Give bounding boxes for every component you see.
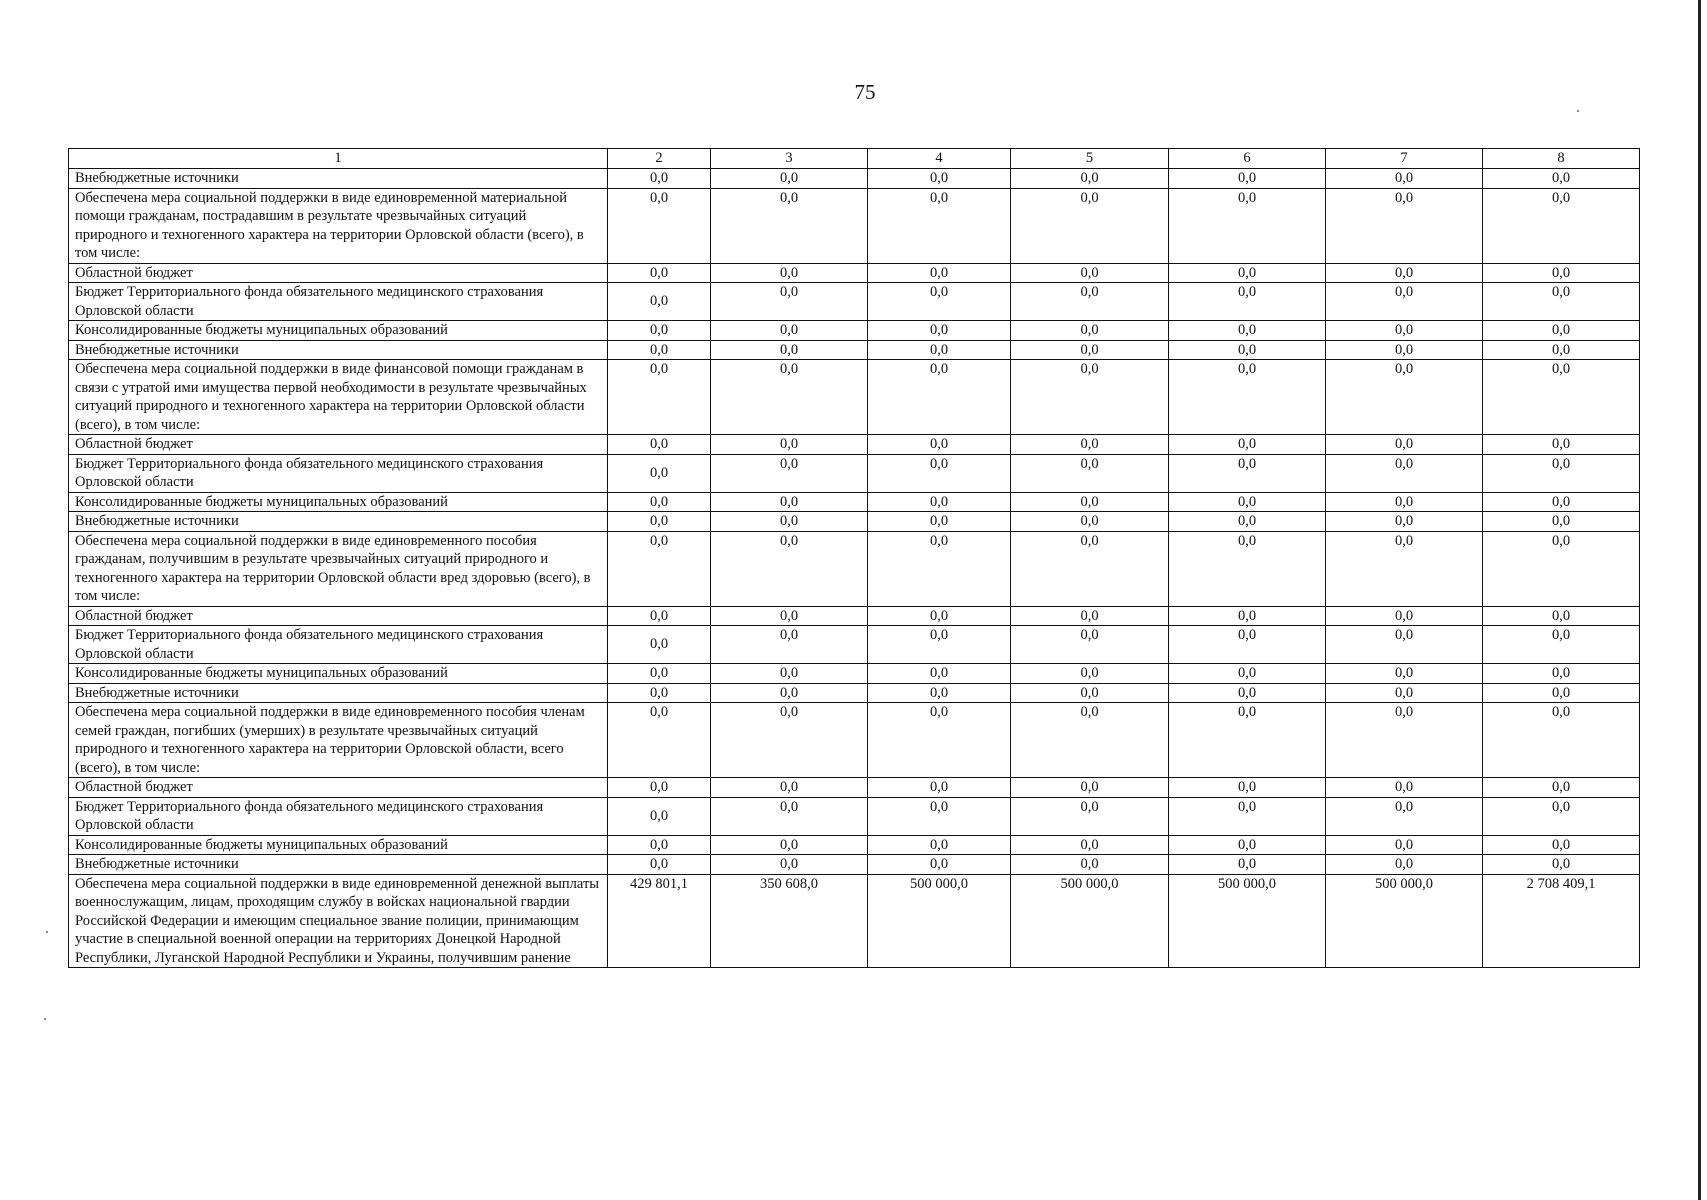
value-cell: 0,0: [868, 360, 1011, 435]
value-cell: 0,0: [1169, 360, 1326, 435]
table-row: [69, 512, 1640, 532]
value-cell: 0,0: [711, 664, 868, 684]
row-label: Областной бюджет: [69, 435, 608, 455]
value-cell: 0,0: [1326, 492, 1483, 512]
row-label: Внебюджетные источники: [69, 340, 608, 360]
value-cell: 0,0: [868, 835, 1011, 855]
row-label: Обеспечена мера социальной поддержки в виде единовременной денежной выплаты военнослужащим, лицам, проходящим службу в войсках национальной гвардии Российской Федерации и имеющим специальное звание полиции, принимающим участие в специальной военной операции на территориях Донецкой Народной Республики, Луганской Народной Республики и Украины, получившим ранение: [69, 874, 608, 968]
value-cell: 0,0: [868, 492, 1011, 512]
value-cell: 0,0: [1483, 283, 1640, 321]
value-cell: 0,0: [1169, 512, 1326, 532]
value-cell: 0,0: [1326, 321, 1483, 341]
value-cell: 0,0: [1169, 188, 1326, 263]
page-number: 75: [854, 80, 876, 104]
row-label: Внебюджетные источники: [69, 512, 608, 532]
value-cell: 2 708 409,1: [1483, 874, 1640, 968]
value-cell: 0,0: [1483, 321, 1640, 341]
value-cell: 0,0: [1483, 797, 1640, 835]
value-cell: 0,0: [711, 283, 868, 321]
value-cell: 0,0: [1011, 664, 1169, 684]
value-cell: 0,0: [1011, 683, 1169, 703]
value-cell: 0,0: [1326, 797, 1483, 835]
value-cell: 0,0: [1169, 435, 1326, 455]
row-label: Областной бюджет: [69, 778, 608, 798]
value-cell: 0,0: [711, 263, 868, 283]
table-row: [69, 874, 1640, 968]
value-cell: 0,0: [1011, 340, 1169, 360]
value-cell: 0,0: [868, 606, 1011, 626]
value-cell: 0,0: [868, 169, 1011, 189]
value-cell: 0,0: [1011, 855, 1169, 875]
value-cell: 0,0: [1326, 626, 1483, 664]
table-row: [69, 664, 1640, 684]
value-cell: 0,0: [711, 797, 868, 835]
value-cell: 0,0: [711, 778, 868, 798]
value-cell: 0,0: [1483, 664, 1640, 684]
table-row: [69, 454, 1640, 492]
value-cell: 0,0: [711, 835, 868, 855]
value-cell: 0,0: [868, 855, 1011, 875]
value-cell: 0,0: [608, 855, 711, 875]
value-cell: 0,0: [1011, 492, 1169, 512]
table-row: [69, 703, 1640, 778]
value-cell: 0,0: [1011, 531, 1169, 606]
column-header: 5: [1011, 149, 1169, 169]
value-cell: 0,0: [1169, 797, 1326, 835]
value-cell: 0,0: [1169, 683, 1326, 703]
value-cell: 0,0: [608, 321, 711, 341]
scan-edge: [1698, 0, 1701, 1200]
row-label: Обеспечена мера социальной поддержки в виде единовременного пособия членам семей граждан, погибших (умерших) в результате чрезвычайных ситуаций природного и техногенного характера на территории Орловской области, всего (всего), в том числе:: [69, 703, 608, 778]
row-label: Бюджет Территориального фонда обязательного медицинского страхования Орловской области: [69, 283, 608, 321]
value-cell: 0,0: [1326, 169, 1483, 189]
value-cell: 500 000,0: [868, 874, 1011, 968]
column-header: 3: [711, 149, 868, 169]
row-label: Обеспечена мера социальной поддержки в виде единовременного пособия гражданам, получившим в результате чрезвычайных ситуаций природного и техногенного характера на территории Орловской области вред здоровью (всего), в том числе:: [69, 531, 608, 606]
value-cell: 0,0: [1483, 360, 1640, 435]
value-cell: 0,0: [711, 360, 868, 435]
value-cell: 0,0: [1169, 778, 1326, 798]
table-row: [69, 435, 1640, 455]
value-cell: 0,0: [711, 188, 868, 263]
value-cell: 0,0: [1169, 321, 1326, 341]
value-cell: 0,0: [1483, 606, 1640, 626]
row-label: Бюджет Территориального фонда обязательного медицинского страхования Орловской области: [69, 626, 608, 664]
value-cell: 0,0: [1326, 263, 1483, 283]
value-cell: 0,0: [1011, 188, 1169, 263]
value-cell: 0,0: [711, 855, 868, 875]
table-row: [69, 321, 1640, 341]
value-cell: 0,0: [608, 606, 711, 626]
table-row: [69, 835, 1640, 855]
value-cell: 0,0: [1011, 263, 1169, 283]
value-cell: 500 000,0: [1169, 874, 1326, 968]
table-row: [69, 626, 1640, 664]
value-cell: 0,0: [1326, 606, 1483, 626]
value-cell: 0,0: [1011, 360, 1169, 435]
value-cell: 0,0: [1011, 512, 1169, 532]
value-cell: 0,0: [1169, 626, 1326, 664]
row-label: Бюджет Территориального фонда обязательного медицинского страхования Орловской области: [69, 797, 608, 835]
value-cell: 0,0: [1326, 855, 1483, 875]
value-cell: 0,0: [1483, 703, 1640, 778]
value-cell: 0,0: [1483, 835, 1640, 855]
value-cell: 0,0: [1011, 797, 1169, 835]
value-cell: 0,0: [608, 703, 711, 778]
budget-table: [68, 148, 1640, 968]
table-row: [69, 606, 1640, 626]
value-cell: 0,0: [1326, 340, 1483, 360]
value-cell: 0,0: [608, 797, 711, 835]
table-row: [69, 778, 1640, 798]
value-cell: 0,0: [1169, 703, 1326, 778]
value-cell: 0,0: [711, 492, 868, 512]
value-cell: 0,0: [1326, 703, 1483, 778]
scan-speck: [44, 1018, 46, 1020]
value-cell: 0,0: [711, 606, 868, 626]
value-cell: 0,0: [608, 360, 711, 435]
column-header: 6: [1169, 149, 1326, 169]
value-cell: 0,0: [868, 531, 1011, 606]
value-cell: 0,0: [1169, 531, 1326, 606]
column-header: 7: [1326, 149, 1483, 169]
table-row: [69, 797, 1640, 835]
value-cell: 0,0: [1169, 340, 1326, 360]
value-cell: 0,0: [608, 531, 711, 606]
value-cell: 0,0: [1169, 169, 1326, 189]
row-label: Консолидированные бюджеты муниципальных образований: [69, 321, 608, 341]
value-cell: 0,0: [1169, 835, 1326, 855]
value-cell: 0,0: [608, 454, 711, 492]
column-header: 4: [868, 149, 1011, 169]
value-cell: 0,0: [1169, 664, 1326, 684]
scan-speck: [46, 931, 48, 933]
value-cell: 0,0: [1483, 454, 1640, 492]
value-cell: 0,0: [868, 263, 1011, 283]
value-cell: 0,0: [1011, 703, 1169, 778]
value-cell: 500 000,0: [1326, 874, 1483, 968]
value-cell: 0,0: [1483, 435, 1640, 455]
row-label: Обеспечена мера социальной поддержки в виде финансовой помощи гражданам в связи с утратой ими имущества первой необходимости в результате чрезвычайных ситуаций природного и техногенного характера на территории Орловской области (всего), в том числе:: [69, 360, 608, 435]
value-cell: 0,0: [1326, 664, 1483, 684]
value-cell: 0,0: [868, 703, 1011, 778]
value-cell: 350 608,0: [711, 874, 868, 968]
value-cell: 0,0: [1011, 454, 1169, 492]
value-cell: 0,0: [868, 454, 1011, 492]
value-cell: 0,0: [1326, 778, 1483, 798]
value-cell: 0,0: [868, 283, 1011, 321]
value-cell: 0,0: [868, 435, 1011, 455]
value-cell: 0,0: [1483, 778, 1640, 798]
value-cell: 0,0: [608, 263, 711, 283]
row-label: Консолидированные бюджеты муниципальных образований: [69, 492, 608, 512]
value-cell: 0,0: [608, 626, 711, 664]
value-cell: 0,0: [1169, 492, 1326, 512]
value-cell: 0,0: [608, 512, 711, 532]
row-label: Областной бюджет: [69, 606, 608, 626]
value-cell: 0,0: [1326, 360, 1483, 435]
value-cell: 0,0: [711, 703, 868, 778]
value-cell: 0,0: [608, 435, 711, 455]
value-cell: 0,0: [1011, 169, 1169, 189]
column-header: 2: [608, 149, 711, 169]
value-cell: 0,0: [868, 797, 1011, 835]
value-cell: 0,0: [711, 321, 868, 341]
value-cell: 500 000,0: [1011, 874, 1169, 968]
value-cell: 0,0: [711, 340, 868, 360]
value-cell: 0,0: [868, 512, 1011, 532]
value-cell: 0,0: [1483, 683, 1640, 703]
table-row: [69, 360, 1640, 435]
value-cell: 0,0: [1483, 512, 1640, 532]
table-row: [69, 340, 1640, 360]
header-row: [69, 149, 1640, 169]
value-cell: 0,0: [1169, 283, 1326, 321]
scan-speck: [1577, 110, 1579, 112]
table-row: [69, 283, 1640, 321]
value-cell: 0,0: [1169, 263, 1326, 283]
value-cell: 0,0: [711, 512, 868, 532]
value-cell: 0,0: [1326, 283, 1483, 321]
row-label: Обеспечена мера социальной поддержки в виде единовременной материальной помощи гражданам, пострадавшим в результате чрезвычайных ситуаций природного и техногенного характера на территории Орловской области (всего), в том числе:: [69, 188, 608, 263]
row-label: Внебюджетные источники: [69, 683, 608, 703]
table-row: [69, 855, 1640, 875]
row-label: Консолидированные бюджеты муниципальных образований: [69, 664, 608, 684]
table-row: [69, 169, 1640, 189]
row-label: Бюджет Территориального фонда обязательного медицинского страхования Орловской области: [69, 454, 608, 492]
value-cell: 0,0: [1169, 606, 1326, 626]
value-cell: 0,0: [1011, 283, 1169, 321]
value-cell: 0,0: [608, 778, 711, 798]
column-header: 1: [69, 149, 608, 169]
value-cell: 429 801,1: [608, 874, 711, 968]
value-cell: 0,0: [711, 435, 868, 455]
value-cell: 0,0: [1326, 512, 1483, 532]
value-cell: 0,0: [1169, 855, 1326, 875]
value-cell: 0,0: [1483, 626, 1640, 664]
value-cell: 0,0: [868, 188, 1011, 263]
value-cell: 0,0: [608, 283, 711, 321]
value-cell: 0,0: [1326, 531, 1483, 606]
value-cell: 0,0: [868, 340, 1011, 360]
value-cell: 0,0: [868, 321, 1011, 341]
row-label: Консолидированные бюджеты муниципальных образований: [69, 835, 608, 855]
value-cell: 0,0: [1326, 683, 1483, 703]
table-row: [69, 188, 1640, 263]
value-cell: 0,0: [868, 778, 1011, 798]
value-cell: 0,0: [1483, 492, 1640, 512]
value-cell: 0,0: [608, 835, 711, 855]
value-cell: 0,0: [1483, 188, 1640, 263]
value-cell: 0,0: [1483, 263, 1640, 283]
value-cell: 0,0: [1483, 169, 1640, 189]
value-cell: 0,0: [868, 683, 1011, 703]
value-cell: 0,0: [608, 169, 711, 189]
value-cell: 0,0: [1011, 835, 1169, 855]
value-cell: 0,0: [711, 454, 868, 492]
row-label: Внебюджетные источники: [69, 169, 608, 189]
value-cell: 0,0: [608, 683, 711, 703]
column-header: 8: [1483, 149, 1640, 169]
value-cell: 0,0: [1483, 531, 1640, 606]
value-cell: 0,0: [1326, 835, 1483, 855]
value-cell: 0,0: [868, 626, 1011, 664]
value-cell: 0,0: [711, 169, 868, 189]
value-cell: 0,0: [1326, 435, 1483, 455]
value-cell: 0,0: [711, 626, 868, 664]
table-row: [69, 531, 1640, 606]
value-cell: 0,0: [608, 340, 711, 360]
value-cell: 0,0: [1483, 855, 1640, 875]
row-label: Внебюджетные источники: [69, 855, 608, 875]
value-cell: 0,0: [608, 664, 711, 684]
table-row: [69, 683, 1640, 703]
value-cell: 0,0: [1483, 340, 1640, 360]
value-cell: 0,0: [1169, 454, 1326, 492]
table-row: [69, 263, 1640, 283]
value-cell: 0,0: [1011, 321, 1169, 341]
value-cell: 0,0: [1011, 626, 1169, 664]
value-cell: 0,0: [1011, 606, 1169, 626]
row-label: Областной бюджет: [69, 263, 608, 283]
value-cell: 0,0: [1011, 778, 1169, 798]
value-cell: 0,0: [1326, 188, 1483, 263]
value-cell: 0,0: [711, 531, 868, 606]
value-cell: 0,0: [711, 683, 868, 703]
value-cell: 0,0: [1011, 435, 1169, 455]
value-cell: 0,0: [1326, 454, 1483, 492]
value-cell: 0,0: [608, 492, 711, 512]
table-row: [69, 492, 1640, 512]
value-cell: 0,0: [608, 188, 711, 263]
value-cell: 0,0: [868, 664, 1011, 684]
